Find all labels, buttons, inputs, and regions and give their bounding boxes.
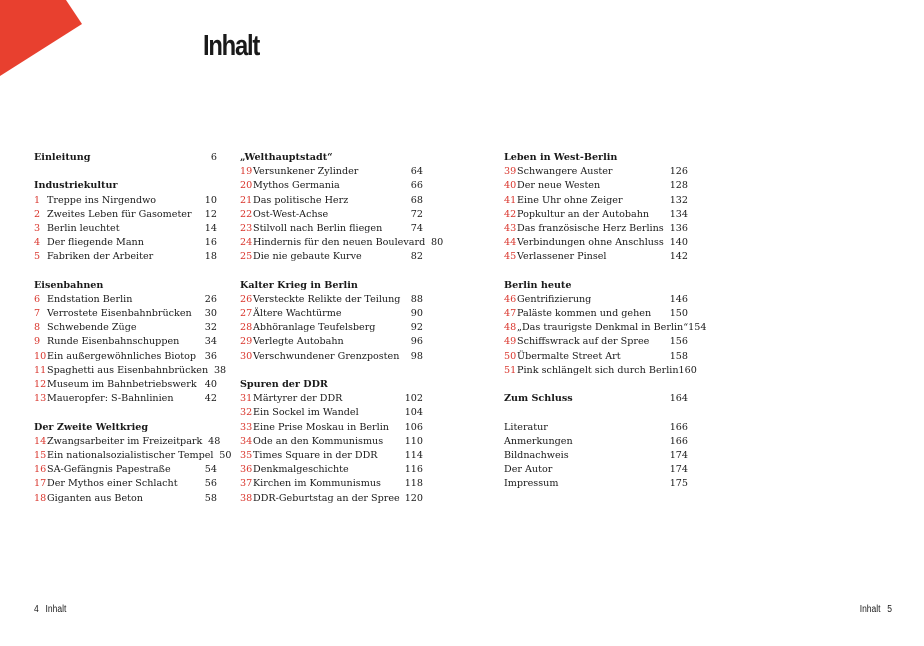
entry-number: 30 (240, 350, 253, 362)
section-title: Einleitung (34, 152, 91, 163)
entry-page: 56 (204, 478, 217, 490)
entry-page: 48 (208, 435, 221, 447)
entry-number: 2 (34, 208, 41, 220)
toc-entry (240, 350, 423, 364)
entry-title: Popkultur an der Autobahn (517, 208, 650, 220)
entry-number: 21 (240, 194, 253, 206)
toc-entry (34, 321, 217, 335)
entry-number: 34 (240, 435, 253, 447)
section-heading (34, 279, 217, 293)
entry-page: 166 (669, 421, 688, 433)
entry-title: Spaghetti aus Eisenbahnbrücken (47, 364, 209, 376)
section-title: „Welthauptstadt“ (240, 152, 333, 163)
entry-number: 41 (504, 194, 517, 206)
entry-title: Giganten aus Beton (47, 492, 143, 504)
section-heading (240, 378, 423, 392)
section-heading (504, 151, 688, 165)
entry-page: 40 (204, 379, 217, 390)
entry-number: 19 (240, 166, 253, 178)
entry-title: Ein Sockel im Wandel (253, 407, 359, 419)
entry-title: Literatur (504, 421, 548, 433)
section-page: 6 (210, 152, 217, 163)
entry-title: Verrostete Eisenbahnbrücken (47, 308, 192, 320)
entry-title: Pink schlängelt sich durch Berlin (517, 364, 679, 376)
footer-left (34, 604, 66, 615)
entry-number: 28 (240, 322, 253, 334)
entry-page: 34 (204, 336, 217, 348)
section-title: Zum Schluss (504, 393, 573, 405)
entry-page: 134 (669, 208, 688, 220)
entry-title: Berlin leuchtet (47, 222, 120, 234)
entry-page: 14 (204, 222, 217, 234)
entry-title: Eine Prise Moskau in Berlin (253, 421, 389, 433)
toc-entry (504, 335, 688, 349)
entry-number: 33 (240, 421, 253, 433)
entry-number: 5 (34, 251, 41, 263)
toc-column-3 (504, 151, 707, 506)
entry-title: Der fliegende Mann (47, 237, 144, 249)
entry-title: Times Square in der DDR (253, 449, 378, 461)
toc-entry (504, 222, 688, 236)
corner-accent (0, 0, 82, 76)
entry-page: 174 (669, 464, 688, 476)
entry-number: 46 (504, 293, 517, 305)
entry-title: Das politische Herz (253, 194, 349, 206)
entry-title: Denkmalgeschichte (253, 464, 349, 476)
section-title: Leben in West-Berlin (504, 152, 618, 163)
toc-section (504, 421, 688, 492)
toc-entry (240, 477, 423, 491)
entry-number: 44 (504, 237, 517, 249)
entry-title: Ältere Wachtürme (253, 308, 342, 320)
toc-entry (504, 307, 688, 321)
entry-title: Ode an den Kommunismus (253, 435, 384, 447)
section-title: Kalter Krieg in Berlin (240, 279, 358, 291)
entry-title: SA-Gefängnis Papestraße (47, 464, 171, 476)
entry-title: Ein nationalsozialistischer Tempel (47, 449, 214, 461)
entry-number: 17 (34, 478, 47, 490)
entry-title: Mythos Germania (253, 180, 340, 192)
entry-page: 90 (410, 308, 423, 320)
entry-title: Ein außergewöhnliches Biotop (47, 350, 197, 362)
entry-number: 12 (34, 379, 47, 390)
entry-page: 106 (404, 421, 423, 433)
toc-column-1 (34, 151, 232, 520)
entry-title: Verschwundener Grenzposten (253, 350, 400, 362)
entry-title: Verlegte Autobahn (253, 336, 344, 348)
footer-right (860, 604, 892, 615)
entry-number: 15 (34, 449, 47, 461)
entry-title: Impressum (504, 478, 559, 490)
toc-entry (240, 406, 423, 420)
entry-title: Fabriken der Arbeiter (47, 251, 154, 263)
toc-entry (504, 435, 688, 449)
entry-page: 146 (669, 293, 688, 305)
entry-number: 49 (504, 336, 517, 348)
entry-page: 30 (204, 308, 217, 320)
entry-number: 7 (34, 308, 41, 320)
entry-title: Endstation Berlin (47, 293, 133, 305)
entry-title: Gentrifizierung (517, 293, 592, 305)
entry-number: 10 (34, 350, 47, 362)
toc-section (504, 392, 688, 406)
running-head-left: Inhalt (45, 604, 67, 615)
toc-entry (504, 477, 688, 491)
toc-column-2 (240, 151, 444, 520)
toc-section (504, 151, 688, 265)
toc-entry (504, 250, 688, 264)
section-title: Berlin heute (504, 279, 572, 291)
entry-page: 92 (410, 322, 423, 334)
entry-title: Verlassener Pinsel (517, 251, 607, 263)
toc-entry (34, 208, 217, 222)
entry-page: 160 (678, 364, 697, 376)
entry-number: 9 (34, 336, 41, 348)
toc-section (34, 179, 217, 264)
toc-entry (504, 194, 688, 208)
entry-title: Übermalte Street Art (517, 350, 621, 362)
entry-title: Kirchen im Kommunismus (253, 478, 381, 490)
entry-page: 126 (669, 166, 688, 178)
toc-entry (504, 179, 688, 193)
toc-entry (240, 435, 423, 449)
toc-entry (34, 492, 217, 506)
entry-page: 166 (669, 435, 688, 447)
toc-entry (240, 208, 423, 222)
entry-page: 12 (204, 208, 217, 220)
toc-entry (34, 449, 232, 463)
entry-number: 25 (240, 251, 253, 263)
entry-page: 26 (204, 293, 217, 305)
entry-number: 26 (240, 293, 253, 305)
entry-number: 22 (240, 208, 253, 220)
entry-number: 29 (240, 336, 253, 348)
entry-title: Schwebende Züge (47, 322, 137, 334)
entry-page: 36 (204, 350, 217, 362)
toc-entry (34, 293, 217, 307)
entry-title: Bildnachweis (504, 449, 569, 461)
entry-number: 38 (240, 492, 253, 504)
entry-title: Schwangere Auster (517, 166, 613, 178)
entry-number: 6 (34, 293, 41, 305)
entry-title: Das französische Herz Berlins (517, 222, 664, 234)
toc-entry (504, 421, 688, 435)
entry-number: 20 (240, 180, 253, 192)
entry-title: Schiffswrack auf der Spree (517, 336, 650, 348)
toc-entry (240, 463, 423, 477)
entry-title: Anmerkungen (504, 435, 573, 447)
toc-entry (34, 222, 217, 236)
entry-page: 96 (410, 336, 423, 348)
entry-number: 35 (240, 449, 253, 461)
section-page: 164 (669, 393, 688, 405)
section-heading (34, 151, 217, 165)
page-number-left: 4 (34, 604, 39, 615)
entry-number: 1 (34, 194, 41, 206)
entry-page: 88 (410, 293, 423, 305)
running-head-right: Inhalt (859, 604, 881, 615)
toc-section (34, 421, 232, 506)
toc-section (504, 279, 707, 378)
entry-number: 18 (34, 492, 47, 504)
entry-page: 116 (404, 464, 423, 476)
entry-page: 68 (410, 194, 423, 206)
entry-title: Treppe ins Nirgendwo (47, 194, 157, 206)
entry-number: 39 (504, 166, 517, 178)
page-number-right: 5 (887, 604, 892, 615)
section-title: Eisenbahnen (34, 279, 104, 291)
toc-entry (34, 194, 217, 208)
toc-entry (240, 250, 423, 264)
toc-entry (504, 449, 688, 463)
entry-title: Runde Eisenbahnschuppen (47, 336, 180, 348)
toc-entry (240, 236, 444, 250)
entry-number: 13 (34, 393, 47, 405)
toc-entry (34, 250, 217, 264)
entry-page: 66 (410, 180, 423, 192)
entry-title: Hindernis für den neuen Boulevard (253, 237, 426, 249)
toc-entry (34, 477, 217, 491)
entry-page: 42 (204, 393, 217, 405)
entry-page: 142 (669, 251, 688, 263)
section-title: Der Zweite Weltkrieg (34, 421, 149, 433)
entry-page: 174 (669, 449, 688, 461)
section-heading (504, 392, 688, 406)
entry-page: 38 (213, 364, 227, 376)
toc-entry (34, 307, 217, 321)
toc-entry (34, 378, 217, 392)
toc-entry (504, 165, 688, 179)
toc-entry (240, 335, 423, 349)
entry-number: 16 (34, 464, 47, 476)
toc-entry (34, 364, 227, 378)
toc-entry (240, 321, 423, 335)
toc-entry (34, 350, 217, 364)
entry-page: 128 (669, 180, 688, 192)
entry-title: Eine Uhr ohne Zeiger (517, 194, 623, 206)
entry-title: „Das traurigste Denkmal in Berlin“ (517, 322, 689, 334)
entry-page: 54 (204, 464, 217, 476)
entry-page: 104 (404, 407, 423, 419)
toc-entry (504, 463, 688, 477)
entry-title: Stilvoll nach Berlin fliegen (253, 222, 383, 234)
toc-entry (240, 293, 423, 307)
entry-page: 136 (669, 222, 688, 234)
entry-number: 37 (240, 478, 253, 490)
entry-title: Ost-West-Achse (253, 208, 329, 220)
toc-entry (240, 449, 423, 463)
entry-page: 158 (669, 350, 688, 362)
entry-page: 110 (404, 435, 423, 447)
entry-page: 16 (204, 237, 217, 249)
entry-number: 11 (34, 364, 47, 376)
section-title: Spuren der DDR (240, 379, 328, 390)
entry-number: 36 (240, 464, 253, 476)
toc-entry (504, 350, 688, 364)
toc-entry (504, 208, 688, 222)
toc-entry (240, 165, 423, 179)
toc-entry (504, 293, 688, 307)
entry-number: 51 (504, 364, 517, 376)
entry-title: Der neue Westen (517, 180, 601, 192)
toc-section (34, 279, 227, 407)
section-heading (504, 279, 688, 293)
entry-title: DDR-Geburtstag an der Spree (253, 492, 400, 504)
entry-title: Verbindungen ohne Anschluss (517, 237, 664, 249)
toc-section (240, 151, 444, 265)
entry-page: 156 (669, 336, 688, 348)
toc-entry (240, 492, 423, 506)
section-heading (34, 179, 217, 193)
entry-number: 23 (240, 222, 253, 234)
entry-title: Paläste kommen und gehen (517, 308, 652, 320)
entry-page: 150 (669, 308, 688, 320)
entry-number: 47 (504, 308, 517, 320)
entry-page: 120 (404, 492, 423, 504)
toc-entry (240, 222, 423, 236)
toc-entry (240, 307, 423, 321)
page-title: Inhalt (203, 30, 260, 62)
toc-entry (34, 392, 217, 406)
toc-section (34, 151, 217, 165)
entry-page: 72 (410, 208, 423, 220)
entry-page: 82 (410, 251, 423, 263)
entry-number: 50 (504, 350, 517, 362)
entry-page: 18 (204, 251, 217, 263)
entry-title: Maueropfer: S-Bahnlinien (47, 393, 174, 405)
entry-title: Abhöranlage Teufelsberg (253, 322, 376, 334)
entry-title: Zwangsarbeiter im Freizeitpark (47, 435, 203, 447)
entry-number: 4 (34, 237, 41, 249)
entry-title: Märtyrer der DDR (253, 393, 343, 405)
entry-page: 58 (204, 492, 217, 504)
entry-title: Museum im Bahnbetriebswerk (47, 379, 197, 390)
section-heading (34, 421, 217, 435)
entry-title: Der Autor (504, 464, 553, 476)
entry-page: 98 (410, 350, 423, 362)
toc-entry (504, 364, 697, 378)
section-title: Industriekultur (34, 180, 118, 192)
toc-entry (240, 392, 423, 406)
entry-number: 45 (504, 251, 517, 263)
entry-page: 80 (431, 237, 444, 249)
toc-entry (34, 335, 217, 349)
entry-number: 32 (240, 407, 253, 419)
entry-page: 118 (404, 478, 423, 490)
entry-page: 50 (219, 449, 232, 461)
entry-number: 48 (504, 322, 517, 334)
toc-entry (240, 421, 423, 435)
entry-title: Die nie gebaute Kurve (253, 251, 362, 263)
toc-entry (34, 463, 217, 477)
toc-entry (504, 321, 707, 335)
toc-entry (504, 236, 688, 250)
toc-section (240, 279, 423, 364)
toc-section (240, 378, 423, 506)
entry-page: 74 (410, 222, 423, 234)
entry-title: Der Mythos einer Schlacht (47, 478, 178, 490)
entry-title: Versunkener Zylinder (253, 166, 359, 178)
entry-page: 10 (204, 194, 217, 206)
entry-page: 102 (404, 393, 423, 405)
toc-entry (240, 179, 423, 193)
entry-number: 8 (34, 322, 41, 334)
entry-number: 24 (240, 237, 253, 249)
entry-number: 40 (504, 180, 517, 192)
entry-page: 114 (404, 449, 423, 461)
entry-page: 132 (669, 194, 688, 206)
entry-number: 3 (34, 222, 41, 234)
entry-number: 43 (504, 222, 517, 234)
entry-number: 42 (504, 208, 517, 220)
entry-page: 175 (669, 478, 688, 490)
section-heading (240, 279, 423, 293)
entry-page: 140 (669, 237, 688, 249)
entry-number: 31 (240, 393, 253, 405)
toc-entry (34, 435, 221, 449)
entry-page: 32 (204, 322, 217, 334)
entry-page: 154 (688, 322, 707, 334)
toc-entry (34, 236, 217, 250)
entry-title: Versteckte Relikte der Teilung (253, 293, 401, 305)
section-heading (240, 151, 423, 165)
entry-page: 64 (410, 166, 423, 178)
entry-number: 27 (240, 308, 253, 320)
entry-number: 14 (34, 435, 47, 447)
toc-entry (240, 194, 423, 208)
entry-title: Zweites Leben für Gasometer (47, 208, 192, 220)
